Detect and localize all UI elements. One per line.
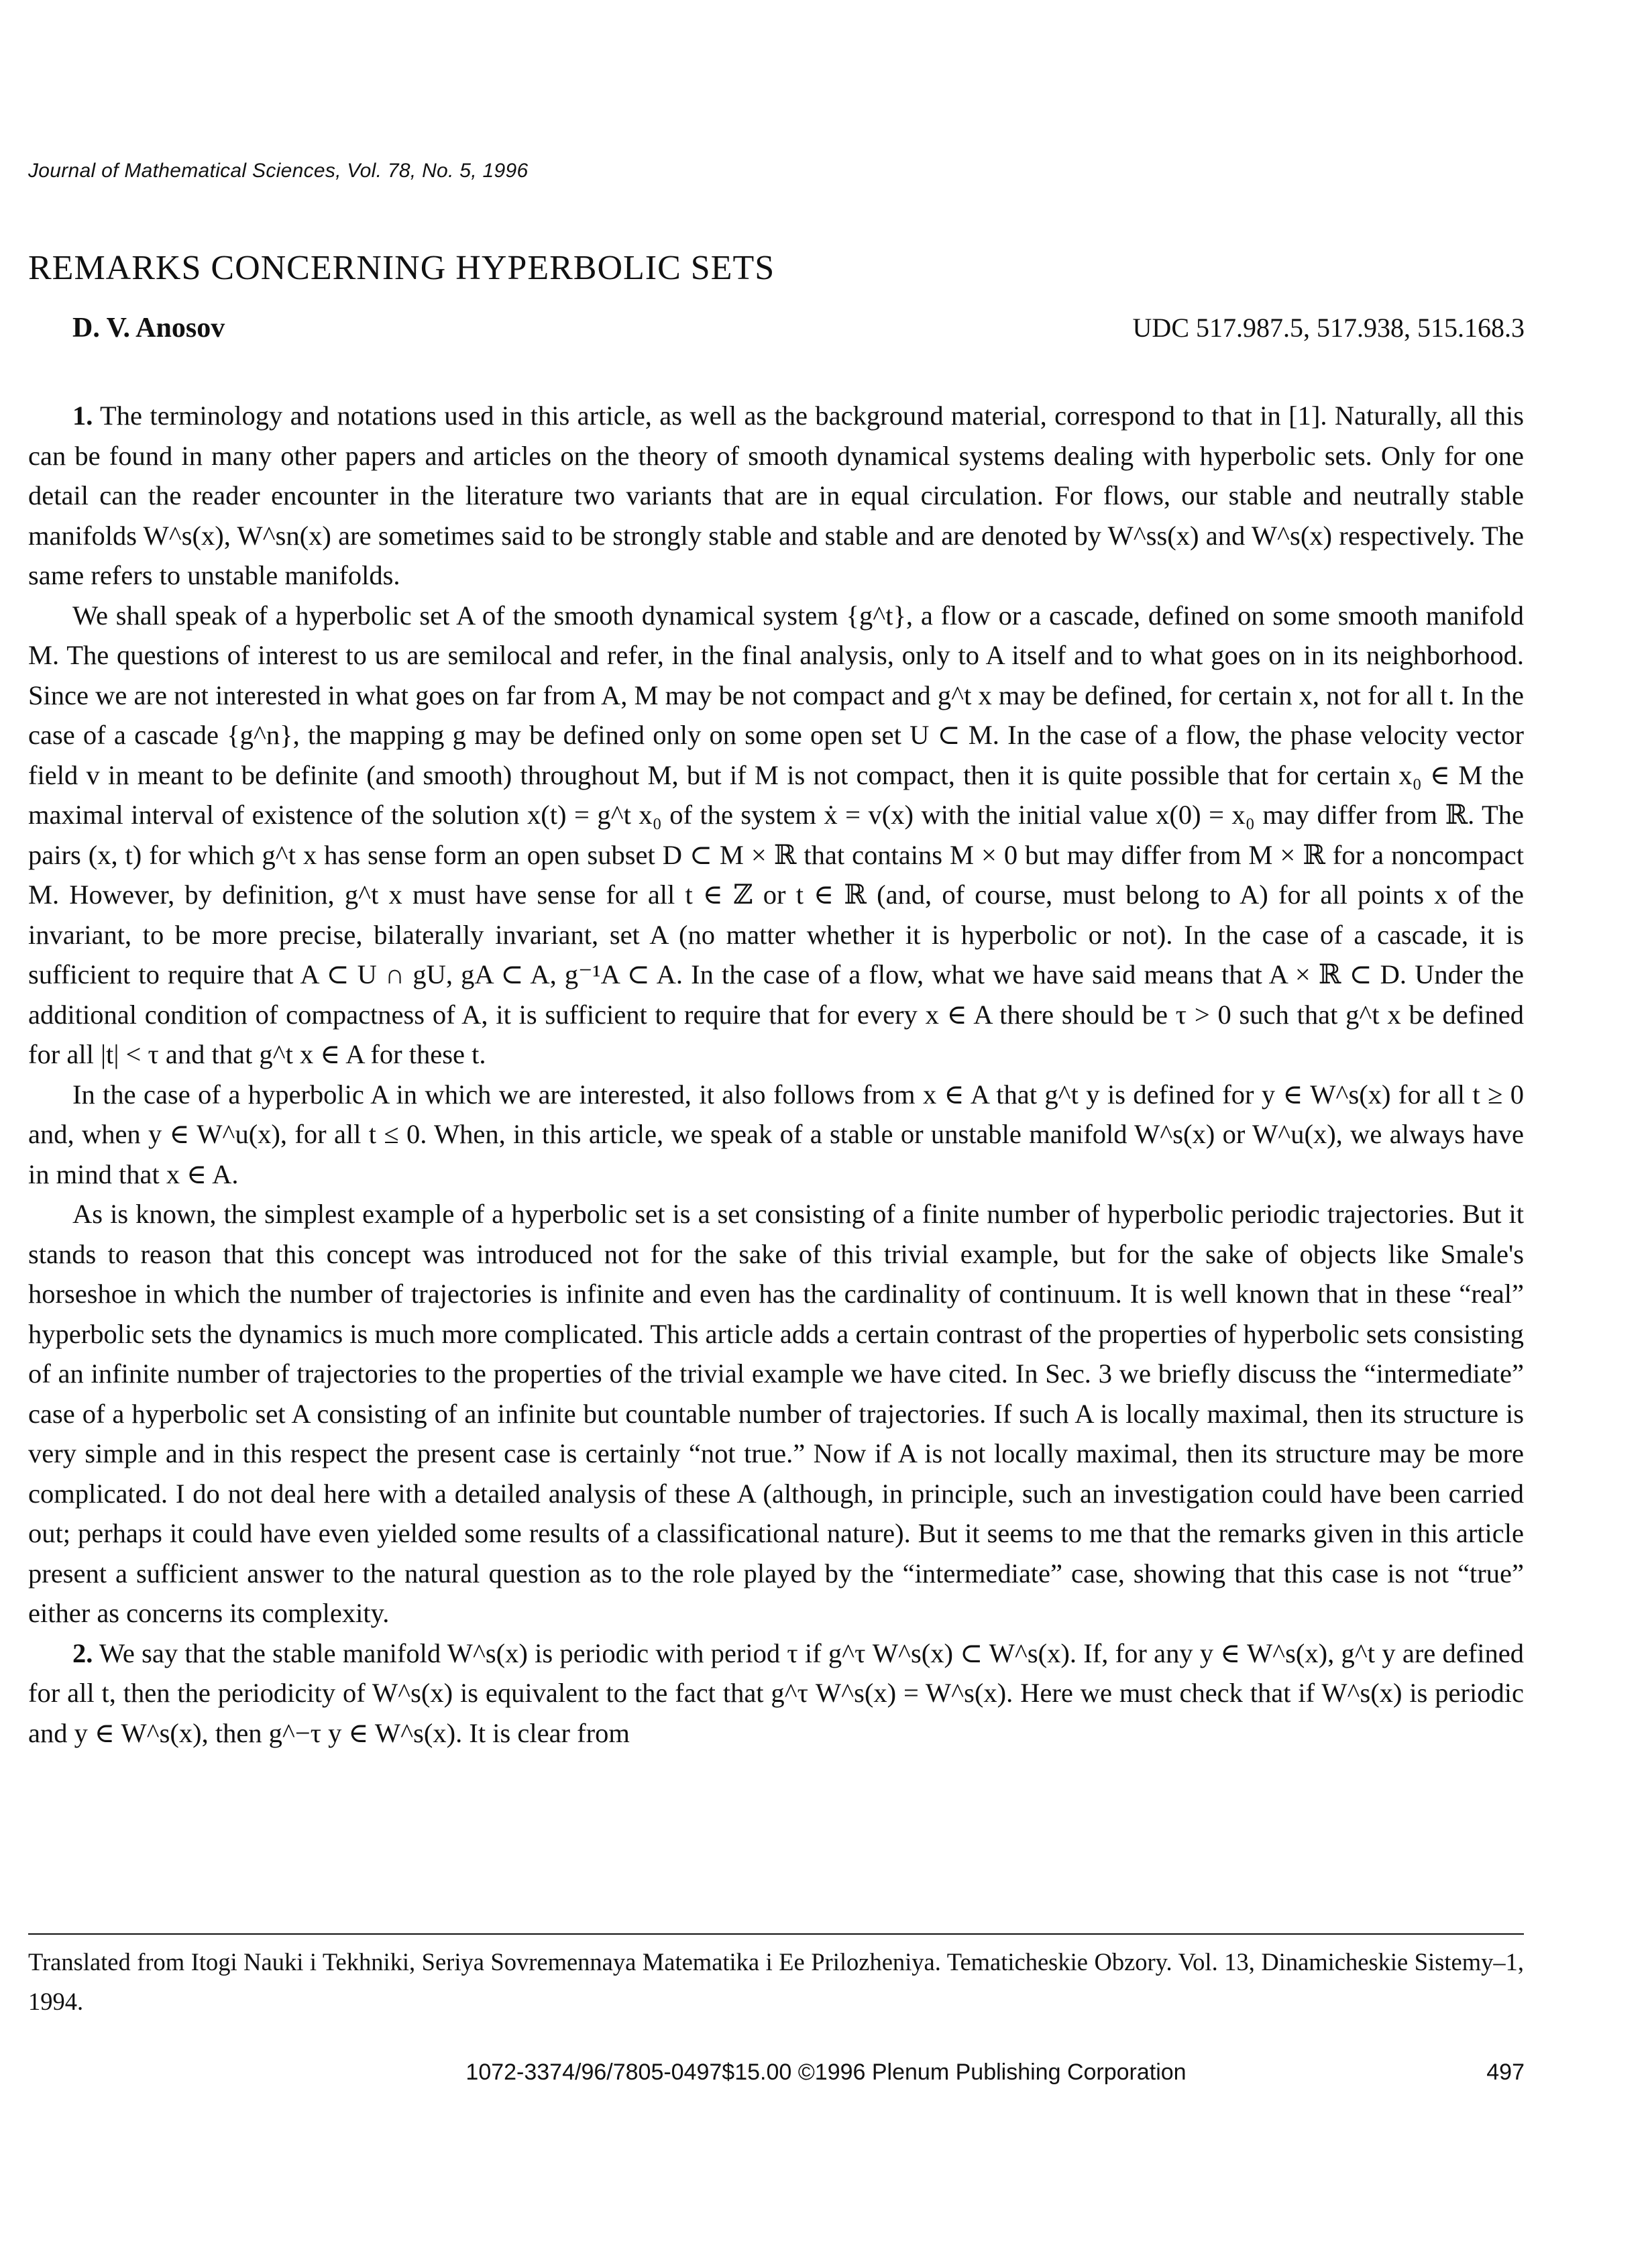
journal-citation: Journal of Mathematical Sciences, Vol. 78, No. 5, 1996: [28, 160, 529, 182]
paragraph-text: We shall speak of a hyperbolic set A of the smooth dynamical system {g^t}, a flow or a cascade, defined on some smooth manifold M. The questions of interest to us are semilocal and refer, in the final analysis, only to A itself and to what goes on in its neighborhood. Since we are not interested in what goes on far from A, M may be not compact and g^t x may be defined, for certain x, not for all t. In the case of a cascade {g^n}, the mapping g may be defined only on some open set U ⊂ M. In the case of a flow, the phase velocity vector field v in meant to be definite (and smooth) throughout M, but if M is not compact, then it is quite possible that for certain x₀ ∈ M the maximal interval of existence of the solution x(t) = g^t x₀ of the system ẋ = v(x) with the initial value x(0) = x₀ may differ from ℝ. The pairs (x, t) for which g^t x has sense form an open subset D ⊂ M × ℝ that contains M × 0 but may differ from M × ℝ for a noncompact M. However, by definition, g^t x must have sense for all t ∈ ℤ or t ∈ ℝ (and, of course, must belong to A) for all points x of the invariant, to be more precise, bilaterally invariant, set A (no matter whether it is hyperbolic or not). In the case of a cascade, it is sufficient to require that A ⊂ U ∩ gU, gA ⊂ A, g⁻¹A ⊂ A. In the case of a flow, what we have said means that A × ℝ ⊂ D. Under the additional condition of compactness of A, it is sufficient to require that for every x ∈ A there should be τ > 0 such that g^t x be defined for all |t| < τ and that g^t x ∈ A for these t.: [28, 600, 1524, 1069]
paragraph-section-1: [28, 396, 1524, 596]
paragraph: [28, 596, 1524, 1075]
udc-classification: UDC 517.987.5, 517.938, 515.168.3: [1132, 313, 1525, 343]
paragraph-text: In the case of a hyperbolic A in which we are interested, it also follows from x ∈ A that g^t y is defined for y ∈ W^s(x) for all t ≥ 0 and, when y ∈ W^u(x), for all t ≤ 0. When, in this article, we speak of a stable or unstable manifold W^s(x) or W^u(x), we always have in mind that x ∈ A.: [28, 1079, 1524, 1189]
section-number: 1.: [72, 400, 93, 431]
copyright-line: 1072-3374/96/7805-0497$15.00 ©1996 Plenum Publishing Corporation: [465, 2059, 1187, 2085]
paragraph-text: We say that the stable manifold W^s(x) is periodic with period τ if g^τ W^s(x) ⊂ W^s(x). If, for any y ∈ W^s(x), g^t y are defined for all t, then the periodicity of W^s(x) is equivalent to the fact that g^τ W^s(x) = W^s(x). Here we must check that if W^s(x) is periodic and y ∈ W^s(x), then g^−τ y ∈ W^s(x). It is clear from: [28, 1637, 1524, 1748]
translation-footnote: Translated from Itogi Nauki i Tekhniki, Seriya Sovremennaya Matematika i Ee Prilozheniya. Tematicheskie Obzory. Vol. 13, Dinamicheskie Sistemy–1, 1994.: [28, 1948, 1524, 2015]
paragraph-text: The terminology and notations used in this article, as well as the background material, correspond to that in [1]. Naturally, all this can be found in many other papers and articles on the theory of smooth dynamical systems dealing with hyperbolic sets. Only for one detail can the reader encounter in the literature two variants that are in equal circulation. For flows, our stable and neutrally stable manifolds W^s(x), W^sn(x) are sometimes said to be strongly stable and stable and are denoted by W^ss(x) and W^s(x) respectively. The same refers to unstable manifolds.: [28, 400, 1524, 590]
paper-title: REMARKS CONCERNING HYPERBOLIC SETS: [28, 249, 775, 287]
paragraph-section-2: [28, 1633, 1524, 1754]
paragraph: [28, 1075, 1524, 1195]
footnote-divider: [28, 1933, 1524, 1935]
paragraph: [28, 1194, 1524, 1633]
page-number: 497: [1486, 2059, 1525, 2085]
article-body: [28, 396, 1524, 1753]
section-number: 2.: [72, 1637, 93, 1668]
author-name: D. V. Anosov: [72, 313, 225, 343]
paragraph-text: As is known, the simplest example of a hyperbolic set is a set consisting of a finite number of hyperbolic periodic trajectories. But it stands to reason that this concept was introduced not for the sake of this trivial example, but for the sake of objects like Smale's horseshoe in which the number of trajectories is infinite and even has the cardinality of continuum. It is well known that in these “real” hyperbolic sets the dynamics is much more complicated. This article adds a certain contrast of the properties of hyperbolic sets consisting of an infinite number of trajectories to the properties of the trivial example we have cited. In Sec. 3 we briefly discuss the “intermediate” case of a hyperbolic set A consisting of an infinite but countable number of trajectories. If such A is locally maximal, then its structure is very simple and in this respect the present case is certainly “not true.” Now if A is not locally maximal, then its structure may be more complicated. I do not deal here with a detailed analysis of these A (although, in principle, such an investigation could have been carried out; perhaps it could have even yielded some results of a classificational nature). But it seems to me that the remarks given in this article present a sufficient answer to the natural question as to the role played by the “intermediate” case, showing that this case is not “true” either as concerns its complexity.: [28, 1199, 1524, 1628]
